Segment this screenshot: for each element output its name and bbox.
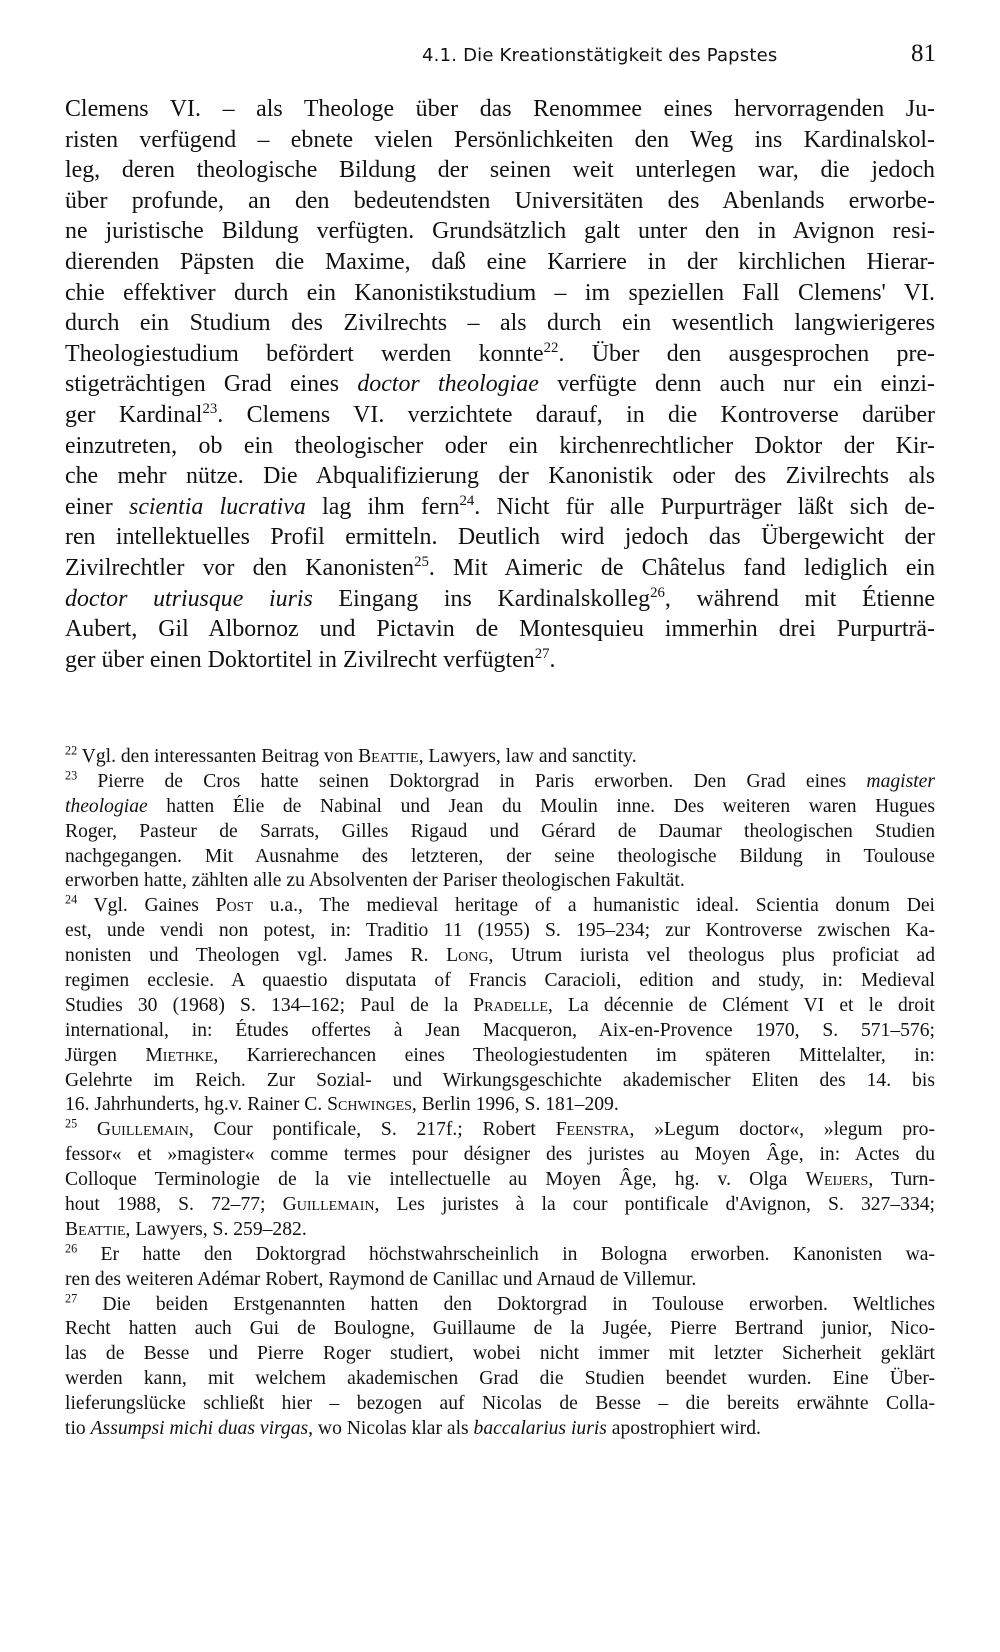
footnote-line: Studies 30 (1968) S. 134–162; Paul de la Pradelle, La décennie de Clément VI et le droit bbox=[65, 994, 935, 1016]
page-number: 81 bbox=[911, 40, 936, 67]
text-line: über profunde, an den bedeutendsten Universitäten des Abenlands erworbe- bbox=[65, 187, 935, 214]
italic-term: doctor theologiae bbox=[357, 371, 539, 398]
footnote-line: erworben hatte, zählten alle zu Absolventen der Pariser theologischen Fakultät. bbox=[65, 870, 685, 892]
footnote-number: 23 bbox=[65, 769, 78, 783]
italic-term: baccalarius iuris bbox=[473, 1418, 607, 1440]
footnote-line: $^{23}$ Pierre de Cros hatte seinen Doktorgrad in Paris erworben. Den Grad eines magister bbox=[65, 769, 935, 792]
footnote-line: international, in: Études offertes à Jean Macqueron, Aix-en-Provence 1970, S. 571–576; bbox=[65, 1019, 935, 1041]
footnote-line: regimen ecclesie. A quaestio disputata of Francis Caracioli, edition and study, in: Medieval bbox=[65, 970, 935, 992]
footnote-line: las de Besse und Pierre Roger studiert, wobei nicht immer mit letzter Sicherheit geklärt bbox=[65, 1343, 935, 1365]
footnote-reference: 22 bbox=[543, 339, 559, 356]
author-name: Pradelle bbox=[473, 994, 548, 1016]
author-name: Guillemain bbox=[96, 1119, 189, 1141]
text-line: ren intellektuelles Profil ermitteln. Deutlich wird jedoch das Übergewicht der bbox=[65, 524, 935, 551]
footnote-line: nachgegangen. Mit Ausnahme des letzteren, der seine theologische Bildung in Toulouse bbox=[65, 845, 935, 867]
author-name: Miethke bbox=[145, 1044, 214, 1066]
main-paragraph bbox=[65, 94, 935, 675]
text-line: dierenden Päpsten die Maxime, daß eine Karriere in der kirchlichen Hierar- bbox=[65, 248, 935, 275]
text-line: leg, deren theologische Bildung der seinen weit unterlegen war, die jedoch bbox=[65, 157, 935, 184]
italic-term: magister bbox=[866, 770, 935, 792]
italic-term: theologiae bbox=[65, 795, 148, 817]
text-line: chie effektiver durch ein Kanonistikstudium – im speziellen Fall Clemens' VI. bbox=[65, 279, 935, 306]
italic-term: scientia lucrativa bbox=[129, 493, 306, 520]
footnotes bbox=[65, 745, 935, 1442]
footnote-number: 27 bbox=[65, 1292, 78, 1306]
text-line: einzutreten, ob ein theologischer oder ein kirchenrechtlicher Doktor der Kir- bbox=[65, 432, 935, 459]
footnote-line: 16. Jahrhunderts, hg.v. Rainer C. Schwinges, Berlin 1996, S. 181–209. bbox=[65, 1094, 619, 1116]
author-name: Schwinges bbox=[327, 1094, 412, 1116]
italic-term: doctor utriusque iuris bbox=[65, 585, 313, 612]
footnote-line: Colloque Terminologie de la vie intellectuelle au Moyen Âge, hg. v. Olga Weijers, Turn- bbox=[65, 1169, 935, 1191]
text-line: risten verfügend – ebnete vielen Persönlichkeiten den Weg ins Kardinalskol- bbox=[65, 126, 935, 153]
footnote-25 bbox=[65, 1118, 935, 1242]
text-line: durch ein Studium des Zivilrechts – als durch ein wesentlich langwierigeres bbox=[65, 310, 935, 337]
footnote-reference: 24 bbox=[459, 492, 475, 509]
footnote-line: fessor« et »magister« comme termes pour désigner des juristes au Moyen Âge, in: Actes du bbox=[65, 1144, 935, 1166]
text-line: einer scientia lucrativa lag ihm fern$^{24}$. Nicht für alle Purpurträger läßt sich de- bbox=[65, 492, 935, 520]
footnote-line: $^{25}$ Guillemain, Cour pontificale, S. 217f.; Robert Feenstra, »Legum doctor«, »legum pro- bbox=[65, 1118, 935, 1141]
footnote-line: theologiae hatten Élie de Nabinal und Jean du Moulin inne. Des weiteren waren Hugues bbox=[65, 795, 935, 817]
text-line: doctor utriusque iuris Eingang ins Kardinalskolleg$^{26}$, während mit Étienne bbox=[65, 584, 935, 612]
footnote-line: nonisten und Theologen vgl. James R. Long, Utrum iurista vel theologus plus proficiat ad bbox=[65, 945, 935, 967]
footnote-line: ren des weiteren Adémar Robert, Raymond de Canillac und Arnaud de Villemur. bbox=[65, 1268, 697, 1290]
footnote-line: tio Assumpsi michi duas virgas, wo Nicolas klar als baccalarius iuris apostrophiert wird. bbox=[65, 1418, 761, 1440]
author-name: Guillemain bbox=[282, 1194, 375, 1216]
footnote-line: $^{24}$ Vgl. Gaines Post u.a., The medieval heritage of a humanistic ideal. Scientia donum Dei bbox=[65, 894, 935, 917]
footnote-line: hout 1988, S. 72–77; Guillemain, Les juristes à la cour pontificale d'Avignon, S. 327–334; bbox=[65, 1194, 935, 1216]
author-name: Weijers bbox=[805, 1169, 869, 1191]
italic-term: Assumpsi michi duas virgas bbox=[90, 1418, 309, 1440]
footnote-line: $^{26}$ Er hatte den Doktorgrad höchstwahrscheinlich in Bologna erworben. Kanonisten wa- bbox=[65, 1242, 935, 1265]
footnote-number: 26 bbox=[65, 1242, 78, 1256]
author-name: Beattie bbox=[65, 1218, 126, 1240]
footnote-line: werden kann, mit welchem akademischen Grad die Studien beendet wurden. Eine Über- bbox=[65, 1368, 935, 1390]
footnote-24 bbox=[65, 894, 935, 1118]
running-head bbox=[62, 38, 936, 74]
footnote-22 bbox=[65, 745, 935, 770]
text-line: Theologiestudium befördert werden konnte$^{22}$. Über den ausgesprochen pre- bbox=[65, 339, 935, 367]
text-line: ger Kardinal$^{23}$. Clemens VI. verzichtete darauf, in die Kontroverse darüber bbox=[65, 400, 935, 428]
text-line: ger über einen Doktortitel in Zivilrecht verfügten$^{27}$. bbox=[65, 645, 556, 673]
author-name: Long bbox=[446, 945, 489, 967]
text-line: Clemens VI. – als Theologe über das Renommee eines hervorragenden Ju- bbox=[65, 96, 935, 122]
footnote-line: lieferungslücke schließt hier – bezogen auf Nicolas de Besse – die bereits erwähnte Colla- bbox=[65, 1393, 935, 1415]
footnote-27 bbox=[65, 1293, 935, 1442]
footnote-line: Jürgen Miethke, Karrierechancen eines Theologiestudenten im späteren Mittelalter, in: bbox=[65, 1044, 935, 1066]
author-name: Feenstra bbox=[555, 1119, 630, 1141]
footnote-line: $^{27}$ Die beiden Erstgenannten hatten den Doktorgrad in Toulouse erworben. Weltliches bbox=[65, 1292, 935, 1315]
footnote-line: Recht hatten auch Gui de Boulogne, Guillaume de la Jugée, Pierre Bertrand junior, Nico- bbox=[65, 1318, 935, 1340]
footnote-line: est, unde vendi non potest, in: Traditio 11 (1955) S. 195–234; zur Kontroverse zwischen Ka- bbox=[65, 920, 935, 942]
footnote-number: 25 bbox=[65, 1118, 78, 1131]
footnote-23 bbox=[65, 770, 935, 894]
footnote-number: 22 bbox=[65, 745, 78, 758]
footnote-reference: 26 bbox=[650, 584, 665, 601]
running-title: 4.1. Die Kreationstätigkeit des Papstes bbox=[422, 45, 778, 66]
footnote-26 bbox=[65, 1243, 935, 1293]
text-line: Aubert, Gil Albornoz und Pictavin de Montesquieu immerhin drei Purpurträ- bbox=[65, 616, 935, 643]
footnote-line: Roger, Pasteur de Sarrats, Gilles Rigaud und Gérard de Daumar theologischen Studien bbox=[65, 820, 935, 842]
footnote-line: Beattie, Lawyers, S. 259–282. bbox=[65, 1218, 307, 1240]
text-line: che mehr nütze. Die Abqualifizierung der Kanonistik oder des Zivilrechts als bbox=[65, 463, 935, 490]
footnote-line: Gelehrte im Reich. Zur Sozial- und Wirkungsgeschichte akademischer Eliten des 14. bis bbox=[65, 1069, 935, 1091]
text-line: ne juristische Bildung verfügten. Grundsätzlich galt unter den in Avignon resi- bbox=[65, 218, 935, 245]
footnote-line: $^{22}$ Vgl. den interessanten Beitrag von Beattie, Lawyers, law and sanctity. bbox=[65, 745, 637, 767]
author-name: Post bbox=[215, 895, 254, 917]
author-name: Beattie bbox=[358, 746, 419, 767]
footnote-reference: 27 bbox=[534, 645, 550, 662]
text-line: stigeträchtigen Grad eines doctor theologiae verfügte denn auch nur ein einzi- bbox=[65, 371, 935, 398]
footnote-number: 24 bbox=[65, 894, 78, 907]
footnote-reference: 25 bbox=[414, 553, 429, 570]
footnote-reference: 23 bbox=[202, 400, 218, 417]
text-line: Zivilrechtler vor den Kanonisten$^{25}$. Mit Aimeric de Châtelus fand lediglich ein bbox=[65, 553, 935, 581]
